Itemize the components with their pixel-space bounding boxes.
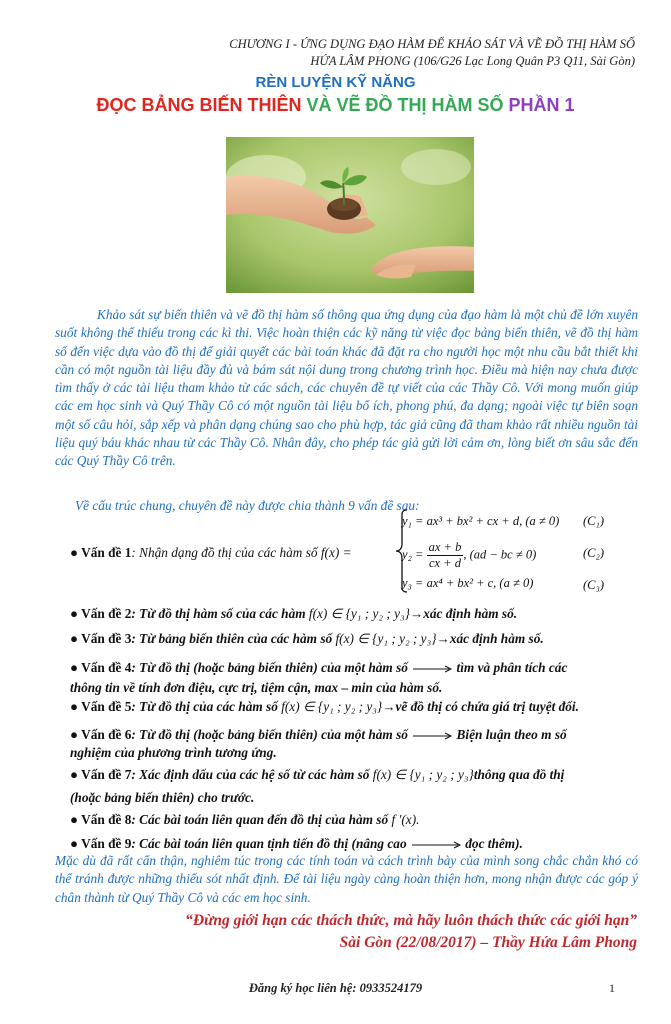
closing-text: Mặc dù đã rất cẩn thận, nghiêm túc trong các tính toán và cách trình bày của mình song chắc chắn khó có thể tránh được những thiếu sót nhất định. Để tài liệu ngày càng hoàn thiện hơn, mong nhận được các góp ý chân thành từ Quý Thầy Cô và các em học sinh. <box>55 853 638 905</box>
item-5-label: Vấn đề 5 <box>81 699 132 714</box>
item-7-text: : Xác định dấu của các hệ số từ các hàm số <box>131 767 373 782</box>
system-row-2-cond: , (ad − bc ≠ 0) <box>463 547 537 562</box>
fraction-numerator: ax + b <box>428 540 462 554</box>
item-5: ● Vấn đề 5: Từ đồ thị của các hàm số f(x) ∈ {y₁ ; y₂ ; y₃}→vẽ đồ thị có chứa giá trị tuyệt đối. <box>70 699 579 714</box>
item-8-label: Vấn đề 8 <box>81 812 132 827</box>
item-1-label: Vấn đề 1 <box>81 545 132 560</box>
long-arrow-icon <box>411 664 453 674</box>
item-4-line2: thông tin về tính đơn điệu, cực trị, tiệm cận, max – min của hàm số. <box>70 680 443 695</box>
fraction-denominator: cx + d <box>428 556 461 570</box>
document-subtitle: RÈN LUYỆN KỸ NĂNG <box>255 74 416 91</box>
item-9: ● Vấn đề 9: Các bài toán liên quan tịnh tiến đồ thị (nâng cao đọc thêm). <box>70 836 523 851</box>
curve-tag-2: (C₂) <box>583 546 605 560</box>
document-title <box>0 95 671 116</box>
item-5-arrow: → <box>382 699 396 714</box>
item-4-text: : Từ đồ thị (hoặc bảng biến thiên) của một hàm số <box>131 660 408 675</box>
item-1: ● Vấn đề 1: Nhận dạng đồ thị của các hàm số f(x) = <box>70 545 352 560</box>
hands-seedling-photo <box>226 137 474 293</box>
item-3-tail: xác định hàm số. <box>449 631 544 646</box>
item-3-fx: f(x) ∈ {y₁ ; y₂ ; y₃} <box>335 631 437 646</box>
item-3: ● Vấn đề 3: Từ bảng biến thiên của các hàm số f(x) ∈ {y₁ ; y₂ ; y₃}→xác định hàm số. <box>70 631 544 646</box>
item-2-arrow: → <box>409 606 424 621</box>
item-8-text: : Các bài toán liên quan đến đồ thị của hàm số <box>131 812 392 827</box>
item-2-text: : Từ đồ thị hàm số của các hàm <box>131 606 309 621</box>
item-6-label: Vấn đề 6 <box>81 727 132 742</box>
item-9-label: Vấn đề 9 <box>81 836 132 851</box>
item-2-label: Vấn đề 2 <box>81 606 132 621</box>
curve-tag-1: (C₁) <box>583 514 605 528</box>
quote-block <box>185 910 637 954</box>
item-6: ● Vấn đề 6: Từ đồ thị (hoặc bảng biến thiên) của một hàm số Biện luận theo m số <box>70 727 567 742</box>
item-6-text: : Từ đồ thị (hoặc bảng biến thiên) của một hàm số <box>131 727 408 742</box>
item-7-tail: thông qua đồ thị <box>473 767 565 782</box>
item-4-label: Vấn đề 4 <box>81 660 132 675</box>
item-7-line2: (hoặc bảng biến thiên) cho trước. <box>70 790 255 805</box>
item-9-tail: đọc thêm). <box>465 836 523 851</box>
curve-tag-3: (C₃) <box>583 578 605 592</box>
item-3-arrow: → <box>436 631 450 646</box>
structure-line: Về cấu trúc chung, chuyên đề này được chia thành 9 vấn đề sau: <box>75 498 420 513</box>
item-8-fprime: f ′(x). <box>391 812 420 827</box>
fraction <box>427 540 464 571</box>
item-7-label: Vấn đề 7 <box>81 767 132 782</box>
item-4: ● Vấn đề 4: Từ đồ thị (hoặc bảng biến thiên) của một hàm số tìm và phân tích các <box>70 660 568 675</box>
long-arrow-icon <box>411 731 453 741</box>
header-author: HỨA LÂM PHONG (106/G26 Lạc Long Quân P3 Q11, Sài Gòn) <box>310 54 635 68</box>
item-5-text: : Từ đồ thị của các hàm số <box>131 699 282 714</box>
item-1-fx: f(x) = <box>320 545 352 560</box>
footer-contact: Đăng ký học liên hệ: 0933524179 <box>248 981 423 995</box>
item-9-text: : Các bài toán liên quan tịnh tiến đồ thị (nâng cao <box>131 836 407 851</box>
intro-paragraph: Khảo sát sự biến thiên và vẽ đồ thị hàm số thông qua ứng dụng của đạo hàm là một chủ đề lớn xuyên suốt không thể thiếu trong các kì thi. Việc hoàn thiện các kỹ năng từ việc đọc bảng biến thiên, vẽ đồ thị hàm số đến việc dựa vào đồ thị để giải quyết các bài toán khác đã đặt ra cho người học một nhu cầu bắt thiết khi cần có một nguồn tài liệu đầy đủ và bám sát nội dung trong chương trình học. Điều mà hiện nay chưa được tìm thấy ở các tài liệu tham khảo từ các sách, các chuyên đề tự viết của các Thầy Cô. Với mong muốn giúp các em học sinh và Quý Thầy Cô có một nguồn tài liệu bổ ích, phong phú, đa dạng; ngoài việc tự biên soạn một số câu hỏi, sắp xếp và phân dạng chúng sao cho phù hợp, tác giả cũng đã tham khảo rất nhiều nguồn tài liệu quý báu khác nhau từ các Thầy Cô. Nhân đây, cho phép tác giả gửi lời cảm ơn, lòng biết ơn sâu sắc đến các Quý Thầy Cô trên. <box>55 307 638 469</box>
quote-text: “Đừng giới hạn các thách thức, mà hãy luôn thách thức các giới hạn” <box>185 912 637 929</box>
item-1-text: : Nhận dạng đồ thị của các hàm số <box>131 545 321 560</box>
system-row-2-lhs: y₂ = <box>402 547 427 562</box>
title-part-green: VÀ VẼ ĐỒ THỊ HÀM SỐ <box>301 95 509 115</box>
system-row-2 <box>402 540 536 571</box>
system-row-3: y₃ = ax⁴ + bx² + c, (a ≠ 0) <box>402 576 534 590</box>
item-2-fx: f(x) ∈ {y₁ ; y₂ ; y₃} <box>308 606 410 621</box>
title-part-purple: PHẦN 1 <box>508 95 575 115</box>
item-6-line2: nghiệm của phương trình tương ứng. <box>70 745 277 760</box>
system-row-1: y₁ = ax³ + bx² + cx + d, (a ≠ 0) <box>402 514 560 528</box>
item-4-tail: tìm và phân tích các <box>456 660 568 675</box>
item-2: ● Vấn đề 2: Từ đồ thị hàm số của các hàm f(x) ∈ {y₁ ; y₂ ; y₃}→xác định hàm số. <box>70 606 518 621</box>
item-5-tail: vẽ đồ thị có chứa giá trị tuyệt đối. <box>395 699 579 714</box>
title-part-red: ĐỌC BẢNG BIẾN THIÊN <box>96 95 302 115</box>
item-7-fx: f(x) ∈ {y₁ ; y₂ ; y₃} <box>372 767 474 782</box>
item-2-tail: xác định hàm số. <box>423 606 518 621</box>
introduction <box>55 306 638 471</box>
long-arrow-icon <box>410 840 462 850</box>
item-7: ● Vấn đề 7: Xác định dấu của các hệ số từ các hàm số f(x) ∈ {y₁ ; y₂ ; y₃}thông qua đồ thị <box>70 767 565 782</box>
page-number: 1 <box>609 981 615 995</box>
item-3-label: Vấn đề 3 <box>81 631 132 646</box>
item-5-fx: f(x) ∈ {y₁ ; y₂ ; y₃} <box>281 699 383 714</box>
header-chapter: CHƯƠNG I - ỨNG DỤNG ĐẠO HÀM ĐỂ KHẢO SÁT VÀ VẼ ĐỒ THỊ HÀM SỐ <box>229 37 635 51</box>
quote-signature: Sài Gòn (22/08/2017) – Thầy Hứa Lâm Phong <box>339 934 637 951</box>
item-8: ● Vấn đề 8: Các bài toán liên quan đến đồ thị của hàm số f ′(x). <box>70 812 420 827</box>
item-6-tail: Biện luận theo m số <box>456 727 567 742</box>
closing-paragraph <box>55 852 638 907</box>
item-3-text: : Từ bảng biến thiên của các hàm số <box>131 631 336 646</box>
